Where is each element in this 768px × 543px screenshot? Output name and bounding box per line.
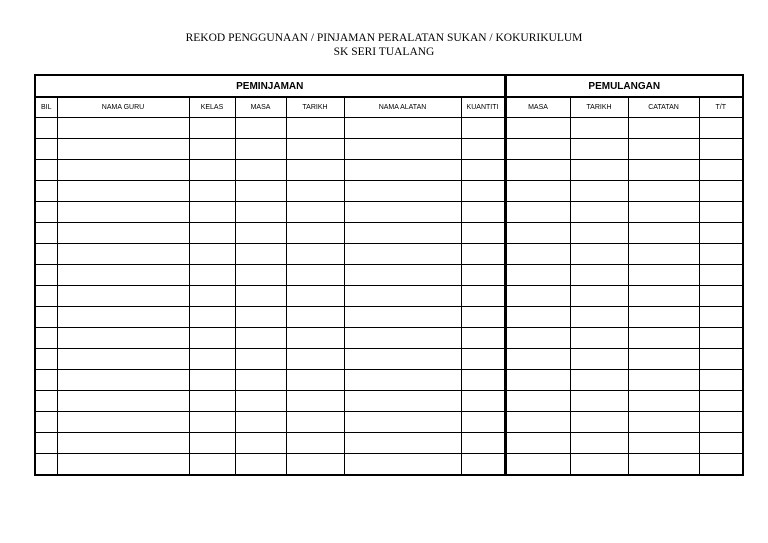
table-cell [570,454,628,476]
table-cell [35,391,57,412]
table-cell [57,160,189,181]
col-nama-guru: NAMA GURU [57,97,189,118]
table-cell [570,349,628,370]
table-row [35,118,743,139]
table-cell [235,118,286,139]
table-cell [461,181,505,202]
table-cell [344,412,461,433]
table-cell [570,433,628,454]
table-cell [35,202,57,223]
table-cell [570,160,628,181]
table-cell [570,307,628,328]
table-cell [505,181,570,202]
table-cell [35,223,57,244]
table-cell [628,118,699,139]
table-cell [235,307,286,328]
col-masa: MASA [235,97,286,118]
table-cell [505,118,570,139]
table-cell [570,181,628,202]
table-cell [189,307,235,328]
table-cell [505,307,570,328]
table-cell [505,349,570,370]
table-row [35,286,743,307]
table-cell [505,265,570,286]
table-cell [35,139,57,160]
table-cell [57,349,189,370]
table-row [35,412,743,433]
table-cell [189,349,235,370]
table-cell [699,307,743,328]
table-cell [461,223,505,244]
table-cell [344,391,461,412]
table-cell [570,223,628,244]
table-cell [344,139,461,160]
loan-record-table [34,74,744,476]
table-cell [461,328,505,349]
table-cell [461,307,505,328]
table-cell [699,412,743,433]
table-cell [628,160,699,181]
table-cell [286,391,344,412]
table-cell [344,118,461,139]
col-tt: T/T [699,97,743,118]
table-cell [286,118,344,139]
table-cell [57,412,189,433]
table-cell [57,286,189,307]
table-cell [286,160,344,181]
table-row [35,223,743,244]
table-cell [57,328,189,349]
table-cell [286,139,344,160]
table-cell [189,328,235,349]
table-cell [286,265,344,286]
title-line-1: REKOD PENGGUNAAN / PINJAMAN PERALATAN SUKAN / KOKURIKULUM [185,32,583,44]
table-cell [57,454,189,476]
table-cell [699,328,743,349]
table-cell [235,139,286,160]
table-cell [189,286,235,307]
table-cell [189,118,235,139]
table-cell [505,244,570,265]
table-cell [628,202,699,223]
table-cell [235,286,286,307]
table-cell [570,244,628,265]
col-tarikh-pulang: TARIKH [570,97,628,118]
table-row [35,349,743,370]
col-nama-alatan: NAMA ALATAN [344,97,461,118]
table-cell [35,160,57,181]
table-cell [189,160,235,181]
table-cell [505,454,570,476]
table-cell [461,265,505,286]
table-cell [461,244,505,265]
table-cell [570,118,628,139]
table-cell [570,286,628,307]
table-cell [189,139,235,160]
table-cell [461,349,505,370]
table-cell [699,286,743,307]
table-cell [570,202,628,223]
table-cell [235,223,286,244]
table-cell [57,223,189,244]
table-cell [505,286,570,307]
table-cell [570,328,628,349]
table-cell [35,181,57,202]
table-cell [461,139,505,160]
table-row [35,370,743,391]
table-cell [235,433,286,454]
table-cell [461,202,505,223]
table-row [35,265,743,286]
table-cell [344,223,461,244]
table-cell [699,349,743,370]
table-cell [235,328,286,349]
table-cell [628,328,699,349]
table-cell [628,307,699,328]
group-pemulangan: PEMULANGAN [505,75,743,97]
table-row [35,160,743,181]
table-cell [286,454,344,476]
table-cell [57,265,189,286]
table-cell [235,265,286,286]
table-cell [35,412,57,433]
table-cell [189,265,235,286]
table-cell [699,370,743,391]
table-cell [57,202,189,223]
table-cell [570,370,628,391]
table-cell [505,391,570,412]
table-cell [286,202,344,223]
table-cell [699,181,743,202]
table-cell [628,412,699,433]
table-cell [286,412,344,433]
table-cell [628,391,699,412]
table-cell [570,391,628,412]
table-cell [57,181,189,202]
table-cell [35,265,57,286]
table-cell [35,118,57,139]
table-cell [628,244,699,265]
col-catatan: CATATAN [628,97,699,118]
title-line-2: SK SERI TUALANG [333,46,435,58]
table-cell [189,223,235,244]
table-cell [461,412,505,433]
table-cell [628,370,699,391]
table-row [35,391,743,412]
table-cell [344,328,461,349]
document-title [0,31,768,59]
table-cell [699,244,743,265]
col-masa-pulang: MASA [505,97,570,118]
table-cell [57,433,189,454]
table-cell [461,370,505,391]
table-cell [57,307,189,328]
table-cell [189,412,235,433]
table-cell [461,391,505,412]
table-cell [628,286,699,307]
col-kuantiti: KUANTITI [461,97,505,118]
table-cell [35,328,57,349]
table-cell [570,412,628,433]
table-row [35,244,743,265]
table-cell [344,202,461,223]
table-cell [628,139,699,160]
table-cell [57,118,189,139]
table-row [35,307,743,328]
table-cell [505,433,570,454]
table-cell [57,139,189,160]
table-cell [628,223,699,244]
table-cell [505,202,570,223]
table-cell [344,433,461,454]
column-header-row [35,97,743,118]
table-cell [189,181,235,202]
table-cell [628,349,699,370]
table-cell [235,412,286,433]
table-cell [505,412,570,433]
table-cell [699,454,743,476]
table-cell [344,160,461,181]
table-cell [344,307,461,328]
table-cell [235,370,286,391]
table-cell [189,370,235,391]
col-kelas: KELAS [189,97,235,118]
table-cell [35,370,57,391]
table-cell [189,244,235,265]
table-cell [235,391,286,412]
table-cell [235,181,286,202]
table-cell [235,454,286,476]
table-cell [286,181,344,202]
table-cell [286,349,344,370]
table-cell [189,202,235,223]
table-cell [35,244,57,265]
table-cell [699,433,743,454]
table-cell [505,370,570,391]
table-cell [628,181,699,202]
table-cell [628,433,699,454]
table-cell [344,265,461,286]
table-cell [286,370,344,391]
table-cell [505,223,570,244]
table-cell [189,454,235,476]
table-cell [344,286,461,307]
table-row [35,433,743,454]
table-cell [461,454,505,476]
table-cell [628,454,699,476]
table-row [35,328,743,349]
table-cell [628,265,699,286]
table-cell [505,328,570,349]
table-cell [461,286,505,307]
table-cell [344,370,461,391]
group-peminjaman: PEMINJAMAN [35,75,505,97]
table-cell [570,265,628,286]
table-cell [286,223,344,244]
table-cell [189,391,235,412]
table-cell [570,139,628,160]
table-cell [699,118,743,139]
table-cell [35,349,57,370]
table-cell [699,391,743,412]
table-cell [699,223,743,244]
col-tarikh: TARIKH [286,97,344,118]
table-cell [35,454,57,476]
table-cell [35,433,57,454]
table-cell [57,391,189,412]
table-cell [235,160,286,181]
table-row [35,454,743,476]
table-cell [699,202,743,223]
table-cell [286,328,344,349]
table-cell [57,370,189,391]
col-bil: BIL [35,97,57,118]
table-cell [461,433,505,454]
group-header-row [35,75,743,97]
table-cell [286,244,344,265]
table-cell [461,160,505,181]
table-cell [344,454,461,476]
table-cell [235,349,286,370]
table-body [35,118,743,476]
table-cell [699,265,743,286]
table-row [35,202,743,223]
table-cell [35,307,57,328]
table-row [35,139,743,160]
table-cell [286,433,344,454]
table-cell [57,244,189,265]
table-cell [189,433,235,454]
table-cell [505,139,570,160]
table-cell [286,286,344,307]
table-cell [505,160,570,181]
table-cell [699,160,743,181]
table-cell [344,349,461,370]
table-cell [461,118,505,139]
table-cell [699,139,743,160]
table-cell [235,202,286,223]
table-cell [35,286,57,307]
table-cell [344,181,461,202]
table-cell [344,244,461,265]
table-cell [235,244,286,265]
table-cell [286,307,344,328]
table-row [35,181,743,202]
